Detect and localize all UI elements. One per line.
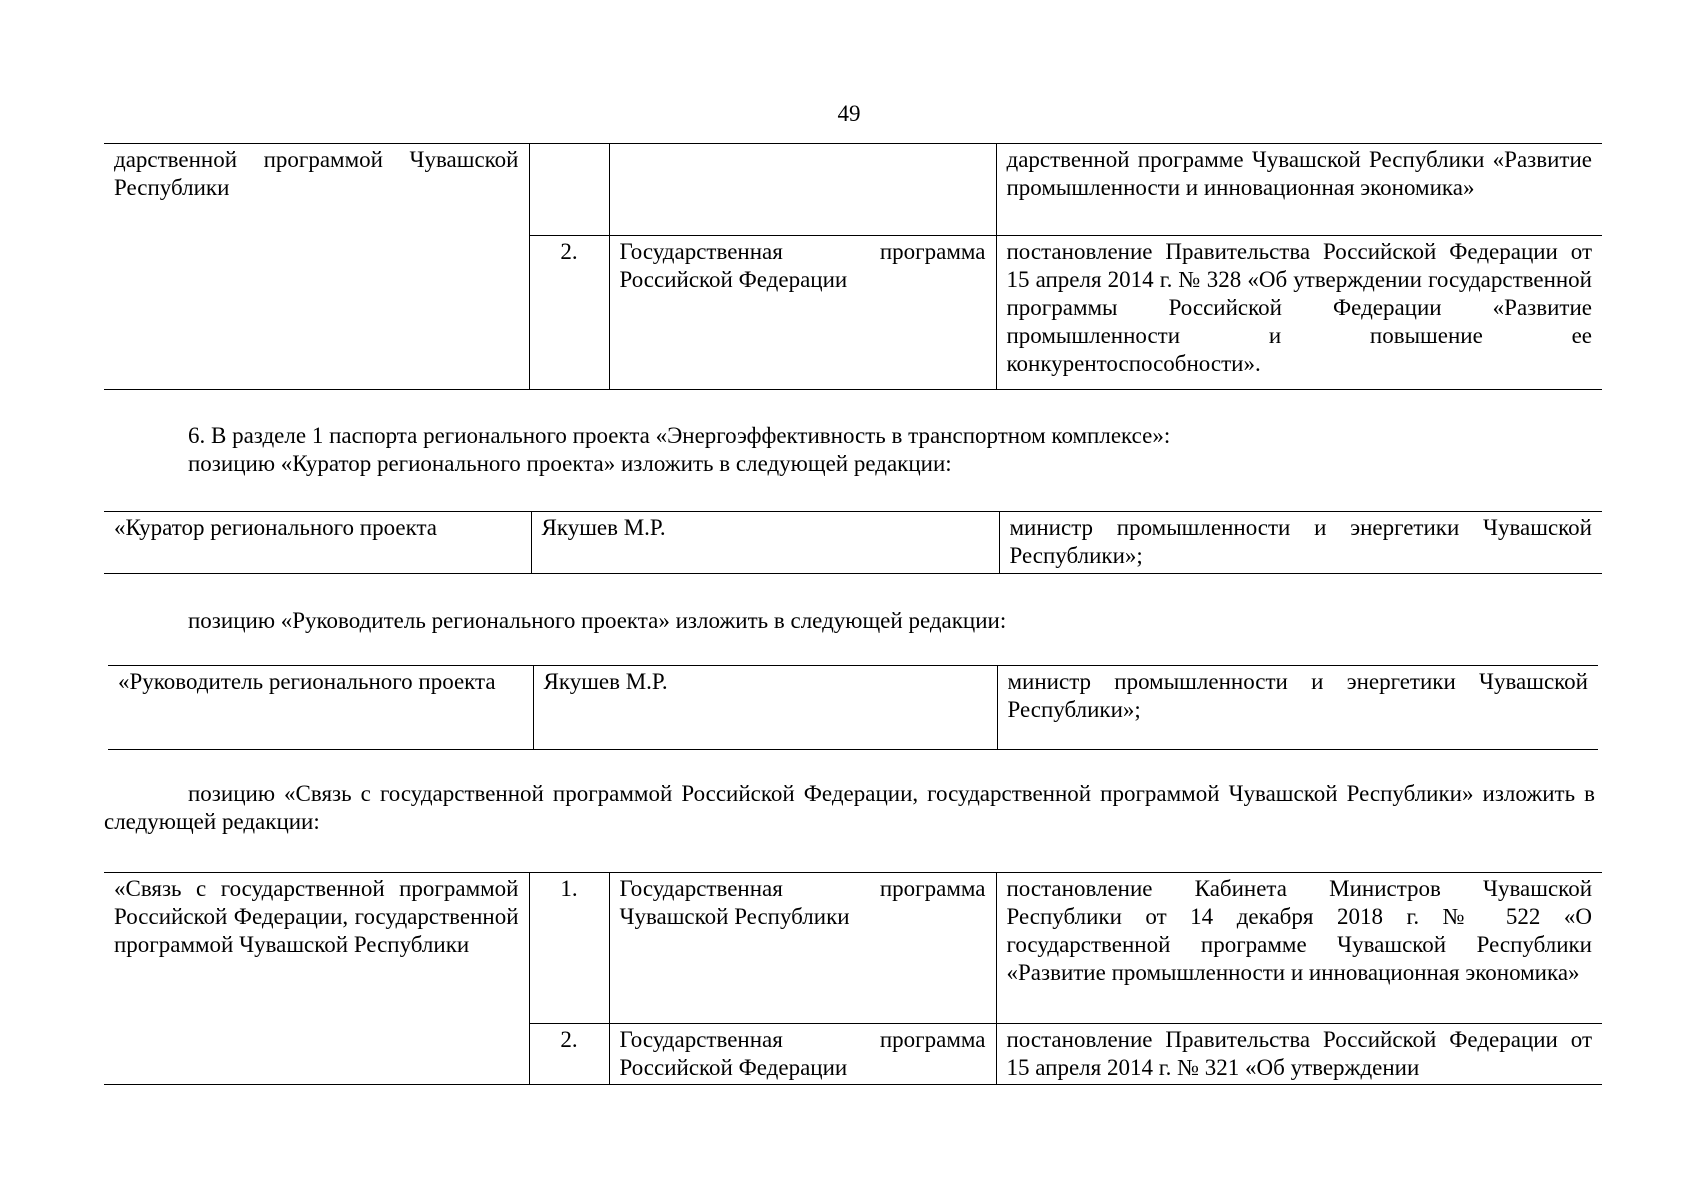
document-cell: постановление Правительства Российской Федерации от 15 апреля 2014 г. № 328 «Об утверждении государственной программы Российской Федерации «Развитие промышленности и повышение ее конкурентоспособности». bbox=[996, 236, 1602, 390]
manager-position: министр промышленности и энергетики Чувашской Республики»; bbox=[997, 666, 1598, 750]
program-cell: Государственная программа Российской Федерации bbox=[609, 1024, 996, 1085]
program-cell: Государственная программа Чувашской Республики bbox=[609, 873, 996, 1024]
row-number: 1. bbox=[529, 873, 609, 1024]
program-link-table bbox=[104, 872, 1602, 1085]
curator-instruction: позицию «Куратор регионального проекта» изложить в следующей редакции: bbox=[188, 451, 952, 476]
curator-position: министр промышленности и энергетики Чувашской Республики»; bbox=[999, 512, 1602, 574]
document-cell: постановление Кабинета Министров Чувашской Республики от 14 декабря 2018 г. № 522 «О государственной программе Чувашской Республики «Развитие промышленности и инновационная экономика» bbox=[996, 873, 1602, 1024]
document-cell: дарственной программе Чувашской Республики «Развитие промышленности и инновационная экономика» bbox=[996, 144, 1602, 236]
section-6-heading: 6. В разделе 1 паспорта регионального проекта «Энергоэффективность в транспортном комплексе»: bbox=[188, 423, 1171, 448]
row-number: 2. bbox=[529, 236, 609, 390]
section-6-paragraph bbox=[104, 422, 1595, 478]
curator-table bbox=[104, 511, 1602, 574]
program-cell bbox=[609, 144, 996, 236]
program-link-instruction-paragraph bbox=[104, 780, 1595, 836]
document-cell: постановление Правительства Российской Федерации от 15 апреля 2014 г. № 321 «Об утверждении bbox=[996, 1024, 1602, 1085]
manager-instruction: позицию «Руководитель регионального проекта» изложить в следующей редакции: bbox=[188, 608, 1007, 633]
manager-instruction-paragraph bbox=[104, 607, 1595, 635]
manager-label: «Руководитель регионального проекта bbox=[108, 666, 533, 750]
program-link-instruction: позицию «Связь с государственной программой Российской Федерации, государственной программой Чувашской Республики» изложить в следующей редакции: bbox=[104, 781, 1595, 834]
manager-person: Якушев М.Р. bbox=[533, 666, 997, 750]
curator-label: «Куратор регионального проекта bbox=[104, 512, 531, 574]
page-number: 49 bbox=[837, 101, 861, 126]
label-cell: дарственной программой Чувашской Республики bbox=[104, 144, 529, 390]
program-cell: Государственная программа Российской Федерации bbox=[609, 236, 996, 390]
row-number: 2. bbox=[529, 1024, 609, 1085]
label-cell: «Связь с государственной программой Российской Федерации, государственной программой Чувашской Республики bbox=[104, 873, 529, 1085]
row-number bbox=[529, 144, 609, 236]
curator-person: Якушев М.Р. bbox=[531, 512, 999, 574]
program-link-table-continued bbox=[104, 143, 1602, 390]
manager-table bbox=[108, 665, 1598, 750]
